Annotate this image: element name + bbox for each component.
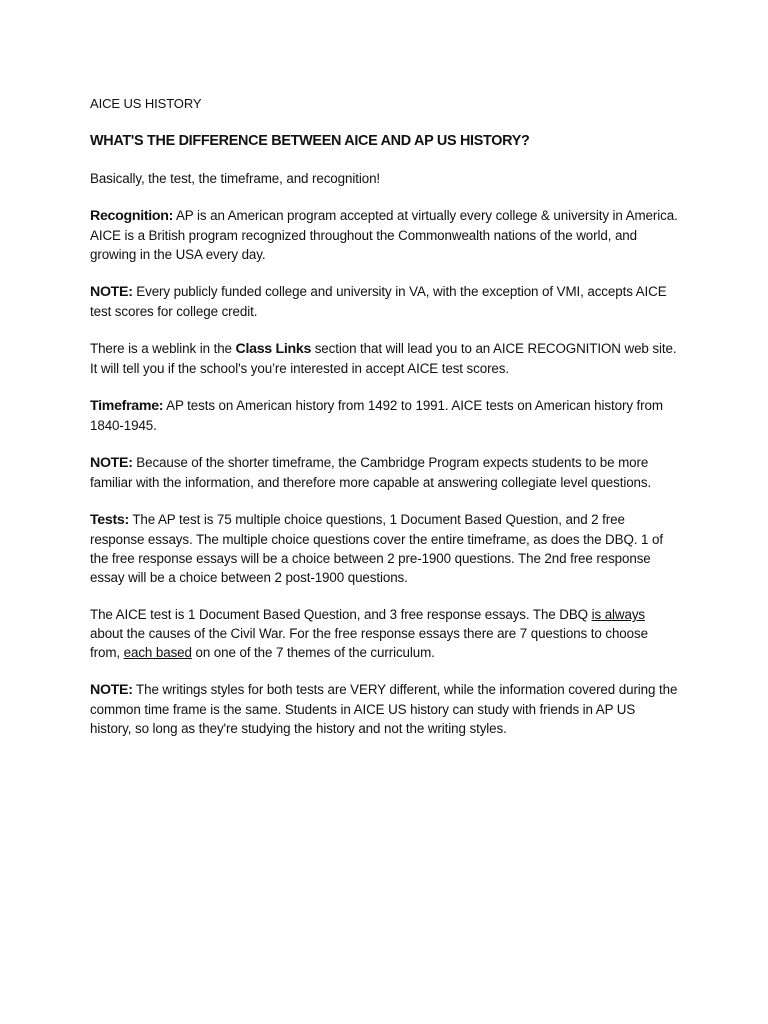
aice-test-text-1: The AICE test is 1 Document Based Question, and 3 free response essays. The DBQ — [90, 607, 592, 622]
tests-paragraph — [90, 510, 680, 587]
tests-text: The AP test is 75 multiple choice questions, 1 Document Based Question, and 2 free response essays. The multiple choice questions cover the entire timeframe, as does the DBQ. 1 of the free response essays will be a choice between 2 pre-1900 questions. The 2nd free response essay will be a choice between 2 post-1900 questions. — [90, 512, 663, 585]
note-writing-paragraph — [90, 680, 680, 738]
document-heading: WHAT'S THE DIFFERENCE BETWEEN AICE AND AP US HISTORY? — [90, 133, 530, 149]
tests-label: Tests: — [90, 512, 129, 528]
weblink-paragraph — [90, 339, 680, 378]
is-always-underlined: is always — [591, 607, 646, 622]
each-based-underlined: each based — [123, 645, 192, 660]
note-timeframe-paragraph — [90, 453, 680, 492]
recognition-label: Recognition: — [90, 208, 174, 224]
aice-test-paragraph — [90, 605, 680, 662]
recognition-text: AP is an American program accepted at virtually every college & university in America. AICE is a British program recognized throughout the Commonwealth nations of the world, and growing in the USA every day. — [90, 208, 678, 262]
note-credit-label: NOTE: — [90, 284, 133, 300]
aice-test-text-2: about the causes of the Civil War. For the free response essays there are 7 questions to choose from, — [90, 626, 648, 660]
note-timeframe-label: NOTE: — [90, 455, 133, 471]
recognition-paragraph — [90, 206, 680, 264]
note-writing-text: The writings styles for both tests are VERY different, while the information covered during the common time frame is the same. Students in AICE US history can study with friends in AP US history, so long as they're studying the history and not the writing styles. — [90, 682, 678, 736]
timeframe-paragraph — [90, 396, 680, 435]
note-writing-label: NOTE: — [90, 682, 133, 698]
timeframe-text: AP tests on American history from 1492 to 1991. AICE tests on American history from 1840-1945. — [90, 398, 663, 433]
intro-paragraph — [90, 169, 680, 188]
note-credit-paragraph — [90, 282, 680, 321]
aice-test-text-3: on one of the 7 themes of the curriculum. — [191, 645, 435, 660]
class-links-label: Class Links — [235, 341, 312, 357]
note-credit-text: Every publicly funded college and university in VA, with the exception of VMI, accepts AICE test scores for college credit. — [90, 284, 667, 319]
document-body — [90, 94, 680, 756]
document-title: AICE US HISTORY — [90, 96, 202, 111]
intro-text: Basically, the test, the timeframe, and recognition! — [90, 171, 381, 186]
weblink-text-before: There is a weblink in the — [90, 341, 236, 356]
note-timeframe-text: Because of the shorter timeframe, the Cambridge Program expects students to be more familiar with the information, and therefore more capable at answering collegiate level questions. — [90, 455, 652, 490]
weblink-text-after: section that will lead you to an AICE RECOGNITION web site. It will tell you if the school's you’re interested in accept AICE test scores. — [90, 341, 677, 376]
timeframe-label: Timeframe: — [90, 398, 164, 414]
